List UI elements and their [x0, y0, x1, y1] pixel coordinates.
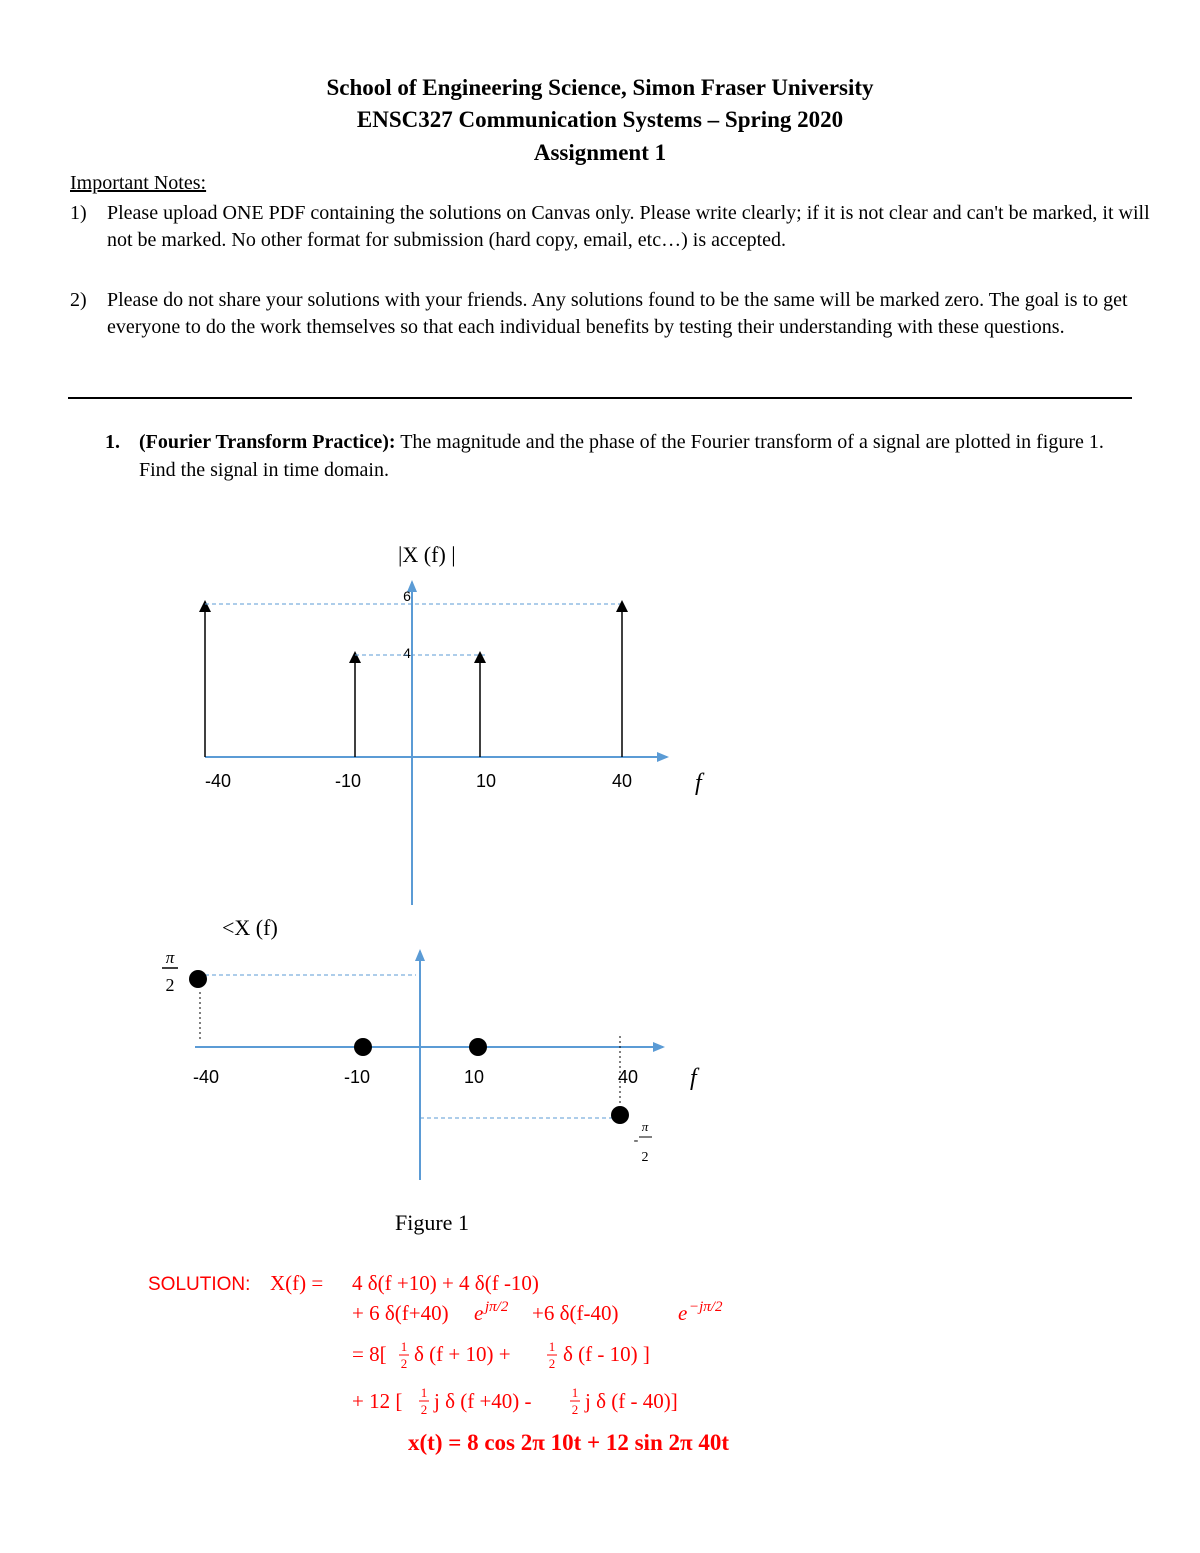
phase-x-tick: 40	[617, 1067, 639, 1087]
solution-label: SOLUTION:	[148, 1274, 251, 1295]
magnitude-x-tick: 40	[611, 771, 633, 791]
figure-caption: Figure 1	[395, 1210, 469, 1235]
magnitude-x-tick: -40	[204, 771, 232, 791]
half-den: 2	[420, 1402, 428, 1417]
solution-line3-c: δ (f - 10) ]	[563, 1342, 650, 1366]
notes-title: Important Notes:	[70, 172, 207, 194]
solution-line1: 4 δ(f +10) + 4 δ(f -10)	[352, 1271, 539, 1295]
note-text: Please do not share your solutions with your friends. Any solutions found to be the same will be marked zero. The goal is to get everyone to do the work themselves so that each individual benefits by testing their understanding with these questions.	[107, 289, 1128, 338]
solution-line1-lhs: X(f) =	[270, 1271, 324, 1295]
half-num: 1	[420, 1385, 428, 1400]
magnitude-plot-title: |X (f) |	[398, 542, 456, 567]
phase-axis-var: f	[690, 1065, 697, 1091]
magnitude-stem-arrowhead	[349, 651, 361, 663]
phase-x-tick: 10	[463, 1067, 485, 1087]
phase-point	[354, 1038, 372, 1056]
phase-point	[611, 1106, 629, 1124]
solution-line3-a: = 8[	[352, 1342, 387, 1366]
pi-half-denominator: 2	[165, 975, 175, 995]
magnitude-stem-arrowhead	[199, 600, 211, 612]
magnitude-axis-var: f	[695, 770, 702, 796]
solution-line2-a: + 6 δ(f+40)	[352, 1301, 449, 1325]
magnitude-stem-arrowhead	[616, 600, 628, 612]
phase-plot-title: <X (f)	[222, 915, 278, 940]
solution-exp-sup-1: jπ/2	[485, 1299, 509, 1315]
solution-exp-sup-2: −jπ/2	[689, 1299, 723, 1315]
phase-point	[469, 1038, 487, 1056]
magnitude-x-tick: 10	[475, 771, 497, 791]
solution-line4-b: j δ (f +40) -	[434, 1389, 532, 1413]
half-num: 1	[571, 1385, 579, 1400]
solution-exp-base-1: e	[474, 1301, 484, 1325]
pi-half-numerator: π	[165, 948, 175, 967]
question-number: 1.	[105, 431, 120, 453]
solution-line3-b: δ (f + 10) +	[414, 1342, 511, 1366]
question-text: The magnitude and the phase of the Fourier transform of a signal are plotted in figure 1. Find the signal in time domain.	[139, 431, 1104, 481]
magnitude-stem-arrowhead	[474, 651, 486, 663]
note-number: 1)	[70, 202, 87, 224]
magnitude-x-tick: -10	[334, 771, 362, 791]
phase-x-tick: -10	[343, 1067, 371, 1087]
solution-line4-c: j δ (f - 40)]	[585, 1389, 678, 1413]
magnitude-y-tick: 6	[403, 588, 411, 604]
doc-title-course: ENSC327 Communication Systems – Spring 2020	[356, 107, 844, 132]
neg-pi-half-numerator: π	[641, 1119, 649, 1134]
doc-title-school: School of Engineering Science, Simon Fraser University	[326, 75, 874, 100]
question-heading: (Fourier Transform Practice):	[139, 431, 396, 453]
note-text: Please upload ONE PDF containing the solutions on Canvas only. Please write clearly; if it is not clear and can't be marked, it will not be marked. No other format for submission (hard copy, email, etc…) is accepted.	[107, 202, 1150, 251]
note-number: 2)	[70, 289, 87, 311]
neg-pi-half-denominator: 2	[641, 1150, 649, 1165]
neg-pi-half-sign: -	[633, 1133, 639, 1148]
half-den: 2	[571, 1402, 579, 1417]
half-num: 1	[400, 1339, 408, 1354]
magnitude-y-tick: 4	[403, 645, 411, 661]
half-num: 1	[548, 1339, 556, 1354]
half-den: 2	[400, 1356, 408, 1371]
solution-exp-base-2: e	[678, 1301, 688, 1325]
phase-point	[189, 970, 207, 988]
doc-title-assignment: Assignment 1	[533, 140, 667, 165]
solution-result: x(t) = 8 cos 2π 10t + 12 sin 2π 40t	[408, 1430, 730, 1455]
solution-line2-b: +6 δ(f-40)	[532, 1301, 619, 1325]
half-den: 2	[548, 1356, 556, 1371]
solution-line4-a: + 12 [	[352, 1389, 403, 1413]
phase-x-tick: -40	[192, 1067, 220, 1087]
